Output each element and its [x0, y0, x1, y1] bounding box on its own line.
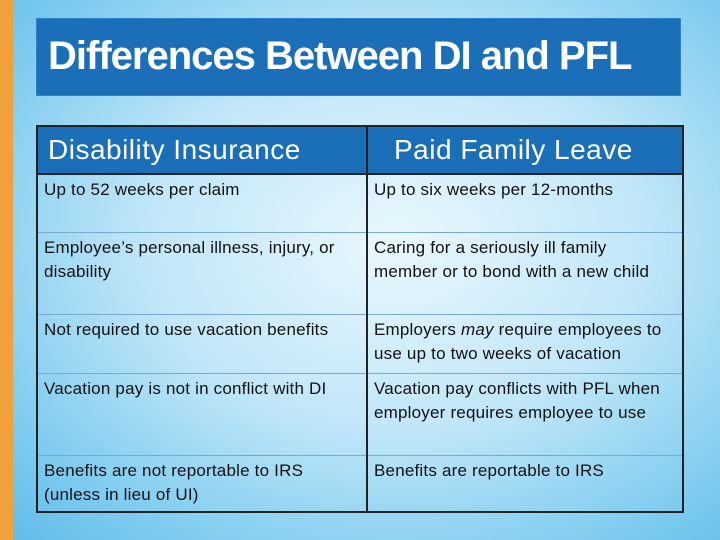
comparison-table [36, 125, 684, 513]
slide-title: Differences Between DI and PFL [48, 34, 632, 78]
left-accent-bar [0, 0, 13, 540]
pfl-text: Vacation pay conflicts with PFL when employer requires employee to use [374, 378, 660, 422]
pfl-cell [367, 455, 682, 513]
header-disability-insurance: Disability Insurance [38, 127, 367, 174]
table-row [38, 455, 682, 513]
pfl-emphasis: may [461, 319, 494, 339]
table-row [38, 314, 682, 373]
table-row [38, 174, 682, 232]
pfl-cell [367, 373, 682, 455]
header-paid-family-leave: Paid Family Leave [367, 127, 682, 174]
pfl-text: Caring for a seriously ill family member or to bond with a new child [374, 237, 650, 281]
table-header-row [38, 127, 682, 174]
di-cell: Up to 52 weeks per claim [38, 174, 367, 232]
pfl-text: Up to six weeks per 12-months [374, 180, 614, 199]
pfl-text: Benefits are reportable to IRS [374, 460, 604, 480]
di-cell: Benefits are not reportable to IRS (unless in lieu of UI) [38, 455, 367, 513]
pfl-cell [367, 174, 682, 232]
pfl-text: Employers [374, 319, 462, 339]
di-cell: Vacation pay is not in conflict with DI [38, 373, 367, 455]
title-banner [36, 18, 681, 96]
pfl-cell [367, 232, 682, 314]
table-row [38, 373, 682, 455]
di-cell: Employee’s personal illness, injury, or disability [38, 232, 367, 314]
pfl-cell [367, 314, 682, 373]
di-cell: Not required to use vacation benefits [38, 314, 367, 373]
pfl-text: require employees to use up to two weeks of vacation [374, 319, 662, 363]
table-row [38, 232, 682, 314]
